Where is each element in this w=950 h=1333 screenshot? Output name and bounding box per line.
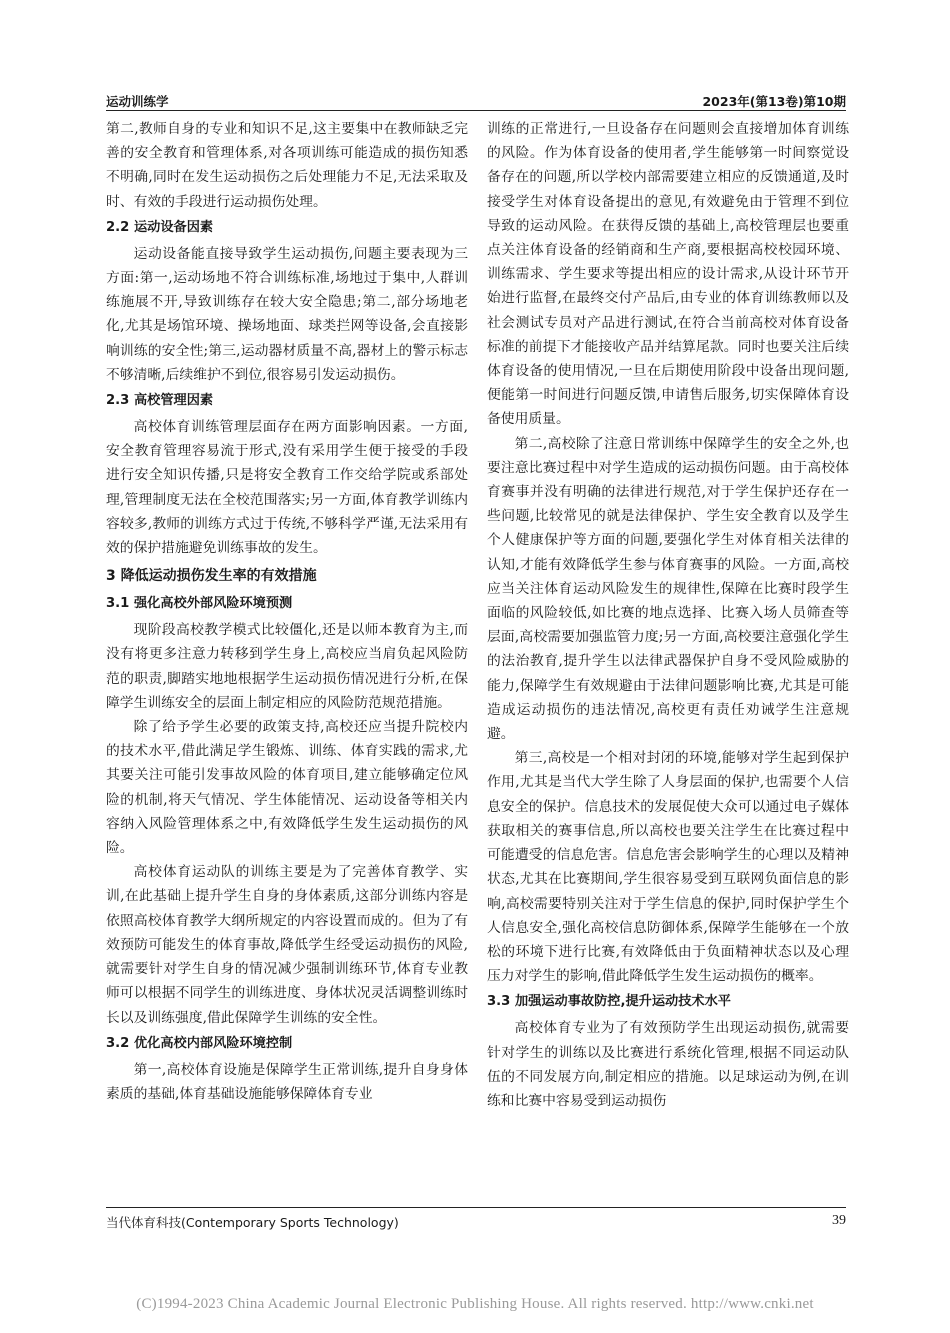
paragraph: 除了给予学生必要的政策支持,高校还应当提升院校内的技术水平,借此满足学生锻炼、训练、体育实践的需求,尤其要关注可能引发事故风险的体育项目,建立能够确定位风险的机制,将天气情况、学生体能情况、运动设备等相关内容纳入风险管理体系之中,有效降低学生发生运动损伤的风险。 <box>106 719 468 857</box>
header-rule <box>106 110 846 111</box>
subsection-heading: 3.2 优化高校内部风险环境控制 <box>106 1035 293 1051</box>
paragraph: 第一,高校体育设施是保障学生正常训练,提升自身身体素质的基础,体育基础设施能够保障体育专业 <box>106 1061 468 1102</box>
running-header <box>106 88 846 110</box>
paragraph: 高校体育专业为了有效预防学生出现运动损伤,就需要针对学生的训练以及比赛进行系统化管理,根据不同运动队伍的不同发展方向,制定相应的措施。以足球运动为例,在训练和比赛中容易受到运动损伤 <box>487 1020 849 1109</box>
paragraph: 第二,教师自身的专业和知识不足,这主要集中在教师缺乏完善的安全教育和管理体系,对各项训练可能造成的损伤知悉不明确,同时在发生运动损伤之后处理能力不足,无法采取及时、有效的手段进行运动损伤处理。 <box>106 121 468 210</box>
copyright-notice: (C)1994-2023 China Academic Journal Electronic Publishing House. All rights reserved. http://www.cnki.net <box>136 1296 814 1312</box>
paragraph: 现阶段高校教学模式比较僵化,还是以师本教育为主,而没有将更多注意力转移到学生身上,高校应当肩负起风险防范的职责,脚踏实地地根据学生运动损伤情况进行分析,在保障学生训练安全的层面上制定相应的风险防范规范措施。 <box>106 622 468 711</box>
left-column <box>106 117 468 1106</box>
issue-info: 2023年(第13卷)第10期 <box>702 94 846 109</box>
paragraph: 高校体育训练管理层面存在两方面影响因素。一方面,安全教育管理容易流于形式,没有采用学生便于接受的手段进行安全知识传播,只是将安全教育工作交给学院或系部处理,管理制度无法在全校范围落实;另一方面,体育教学训练内容较多,教师的训练方式过于传统,不够科学严谨,无法采用有效的保护措施避免训练事故的发生。 <box>106 419 468 557</box>
paragraph: 运动设备能直接导致学生运动损伤,问题主要表现为三方面:第一,运动场地不符合训练标准,场地过于集中,人群训练施展不开,导致训练存在较大安全隐患;第二,部分场地老化,尤其是场馆环境、操场地面、球类拦网等设备,会直接影响训练的安全性;第三,运动器材质量不高,器材上的警示标志不够清晰,后续维护不到位,很容易引发运动损伤。 <box>106 245 468 383</box>
right-column <box>487 117 849 1113</box>
page-number: 39 <box>832 1213 846 1228</box>
paragraph: 第二,高校除了注意日常训练中保障学生的安全之外,也要注意比赛过程中对学生造成的运动损伤问题。由于高校体育赛事并没有明确的法律进行规范,对于学生保护还存在一些问题,比较常见的就是法律保护、学生安全教育以及学生个人健康保护等方面的问题,要强化学生对体育相关法律的认知,才能有效降低学生参与体育赛事的风险。一方面,高校应当关注体育运动风险发生的规律性,保障在比赛时段学生面临的风险较低,如比赛的地点选择、比赛入场人员筛查等层面,高校需要加强监管力度;另一方面,高校要注意强化学生的法治教育,提升学生以法律武器保护自身不受风险威胁的能力,保障学生有效规避由于法律问题影响比赛,尤其是可能造成运动损伤的违法情况,高校更有责任劝诫学生注意规避。 <box>487 435 849 743</box>
paragraph: 第三,高校是一个相对封闭的环境,能够对学生起到保护作用,尤其是当代大学生除了人身层面的保护,也需要个人信息安全的保护。信息技术的发展促使大众可以通过电子媒体获取相关的赛事信息,所以高校也要关注学生在比赛过程中可能遭受的信息危害。信息危害会影响学生的心理以及精神状态,尤其在比赛期间,学生很容易受到互联网负面信息的影响,高校需要特别关注对于学生信息的保护,同时保护学生个人信息安全,强化高校信息防御体系,保障学生能够在一个放松的环境下进行比赛,有效降低由于负面精神状态以及心理压力对学生的影响,借此降低学生发生运动损伤的概率。 <box>487 750 849 985</box>
subsection-heading: 2.3 高校管理因素 <box>106 393 214 409</box>
subsection-heading: 3.1 强化高校外部风险环境预测 <box>106 596 293 612</box>
journal-name: 当代体育科技(Contemporary Sports Technology) <box>106 1215 399 1230</box>
subsection-heading: 3.3 加强运动事故防控,提升运动技术水平 <box>487 994 731 1010</box>
running-footer <box>106 1213 846 1233</box>
footer-rule <box>106 1207 846 1208</box>
subsection-heading: 2.2 运动设备因素 <box>106 219 214 235</box>
paragraph: 训练的正常进行,一旦设备存在问题则会直接增加体育训练的风险。作为体育设备的使用者,学生能够第一时间察觉设备存在的问题,所以学校内部需要建立相应的反馈通道,及时接受学生对体育设备提出的意见,有效避免由于管理不到位导致的运动风险。在获得反馈的基础上,高校管理层也要重点关注体育设备的经销商和生产商,要根据高校校园环境、训练需求、学生要求等提出相应的设计需求,从设计环节开始进行监督,在最终交付产品后,由专业的体育训练教师以及社会测试专员对产品进行测试,在符合当前高校对体育设备标准的前提下才能接收产品并结算尾款。同时也要关注后续体育设备的使用情况,一旦在后期使用阶段中设备出现问题,便能第一时间进行问题反馈,申请售后服务,切实保障体育设备使用质量。 <box>487 121 849 428</box>
journal-section: 运动训练学 <box>106 94 169 109</box>
paragraph: 高校体育运动队的训练主要是为了完善体育教学、实训,在此基础上提升学生自身的身体素质,这部分训练内容是依照高校体育教学大纲所规定的内容设置而成的。但为了有效预防可能发生的体育事故,降低学生经受运动损伤的风险,就需要针对学生自身的情况减少强制训练环节,体育专业教师可以根据不同学生的训练进度、身体状况灵活调整训练时长以及训练强度,借此保障学生训练的安全性。 <box>106 864 468 1026</box>
section-heading: 3 降低运动损伤发生率的有效措施 <box>106 568 317 585</box>
